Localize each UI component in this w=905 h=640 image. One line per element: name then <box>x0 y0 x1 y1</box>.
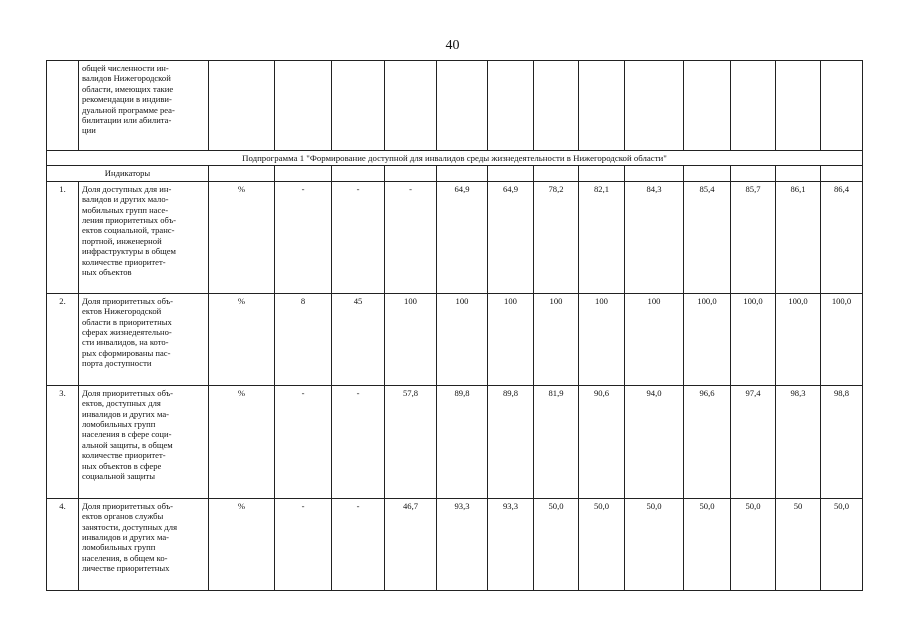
text-line: ломобильных групп <box>82 419 156 430</box>
indicator-row <box>47 293 863 385</box>
empty-cell <box>275 166 332 181</box>
text-line: личестве приоритетных <box>82 563 170 574</box>
text-line: рых сформированы пас- <box>82 347 171 358</box>
indicators-label: Индикаторы <box>47 166 209 181</box>
text-line: ления приоритетных объ- <box>82 215 176 226</box>
text-line: сти инвалидов, на кото- <box>82 337 169 348</box>
value-cell: 85,4 <box>684 181 731 293</box>
value-cell: 100 <box>488 293 534 385</box>
text-line: инвалидов и других ма- <box>82 532 170 543</box>
empty-cell <box>625 166 684 181</box>
value-cell: 81,9 <box>534 385 579 498</box>
value-cell: 100 <box>534 293 579 385</box>
text-line: ных объектов в сфере <box>82 460 162 471</box>
text-line: ектов Нижегородской <box>82 306 162 317</box>
text-line: количестве приоритет- <box>82 256 166 267</box>
page-number: 40 <box>445 38 460 53</box>
value-cell: 98,3 <box>776 385 821 498</box>
subprogram-title: Подпрограмма 1 "Формирование доступной для инвалидов среды жизнедеятельности в Нижегородской области" <box>47 151 863 166</box>
value-cell: 57,8 <box>385 385 437 498</box>
value-cell: 90,6 <box>579 385 625 498</box>
text-line: ектов органов службы <box>82 511 164 522</box>
empty-cell <box>534 61 579 151</box>
text-line: общей численности ин- <box>82 63 169 73</box>
value-cell: 45 <box>332 293 385 385</box>
value-cell: 50,0 <box>534 498 579 590</box>
value-cell: 100 <box>437 293 488 385</box>
text-line: инвалидов и других ма- <box>82 408 170 419</box>
indicator-row <box>47 181 863 293</box>
value-cell: 100 <box>625 293 684 385</box>
empty-cell <box>385 61 437 151</box>
value-cell: 64,9 <box>437 181 488 293</box>
value-cell: 97,4 <box>731 385 776 498</box>
empty-cell <box>488 166 534 181</box>
row-number: 1. <box>47 181 79 293</box>
text-line: Доля доступных для ин- <box>82 183 172 194</box>
unit-cell: % <box>209 293 275 385</box>
value-cell: 85,7 <box>731 181 776 293</box>
row-number: 4. <box>47 498 79 590</box>
row-number: 3. <box>47 385 79 498</box>
value-cell: 86,1 <box>776 181 821 293</box>
empty-cell <box>332 166 385 181</box>
value-cell: - <box>275 181 332 293</box>
indicator-row <box>47 498 863 590</box>
empty-cell <box>534 166 579 181</box>
empty-cell <box>579 61 625 151</box>
indicator-row <box>47 385 863 498</box>
empty-cell <box>684 61 731 151</box>
text-line: ектов социальной, транс- <box>82 225 175 236</box>
value-cell: 96,6 <box>684 385 731 498</box>
text-line: сферах жизнедеятельно- <box>82 327 172 338</box>
text-line: социальной защиты <box>82 471 156 482</box>
value-cell: 50,0 <box>731 498 776 590</box>
empty-cell <box>821 61 863 151</box>
text-line: области, имеющих такие <box>82 83 174 94</box>
text-line: Доля приоритетных объ- <box>82 500 174 511</box>
empty-cell <box>625 61 684 151</box>
text-line: порта доступности <box>82 358 152 369</box>
text-line: области в приоритетных <box>82 316 172 327</box>
empty-cell <box>385 166 437 181</box>
value-cell: 93,3 <box>437 498 488 590</box>
continuation-num-cell <box>47 61 79 151</box>
value-cell: 50 <box>776 498 821 590</box>
text-line: альной защиты, в общем <box>82 439 173 450</box>
value-cell: - <box>332 181 385 293</box>
text-line: Доля приоритетных объ- <box>82 295 174 306</box>
value-cell: 100,0 <box>776 293 821 385</box>
unit-cell: % <box>209 498 275 590</box>
value-cell: 93,3 <box>488 498 534 590</box>
empty-cell <box>437 166 488 181</box>
value-cell: 100,0 <box>684 293 731 385</box>
value-cell: - <box>332 385 385 498</box>
text-line: ектов, доступных для <box>82 398 161 409</box>
value-cell: 100 <box>579 293 625 385</box>
text-line: населения, в общем ко- <box>82 552 168 563</box>
text-line: инфраструктуры в общем <box>82 246 176 257</box>
continuation-text <box>79 61 209 151</box>
value-cell: 50,0 <box>625 498 684 590</box>
continuation-row <box>47 61 863 151</box>
indicators-table <box>46 60 863 591</box>
indicator-name <box>79 385 209 498</box>
value-cell: - <box>275 498 332 590</box>
value-cell: 50,0 <box>821 498 863 590</box>
value-cell: 89,8 <box>488 385 534 498</box>
indicator-name <box>79 498 209 590</box>
value-cell: 94,0 <box>625 385 684 498</box>
value-cell: 89,8 <box>437 385 488 498</box>
text-line: Доля приоритетных объ- <box>82 387 174 398</box>
value-cell: 84,3 <box>625 181 684 293</box>
text-line: валидов Нижегородской <box>82 73 171 84</box>
value-cell: - <box>385 181 437 293</box>
value-cell: 100 <box>385 293 437 385</box>
text-line: ции <box>82 125 96 136</box>
indicator-name <box>79 181 209 293</box>
value-cell: 8 <box>275 293 332 385</box>
indicators-header-row <box>47 166 863 181</box>
value-cell: 100,0 <box>821 293 863 385</box>
text-line: портной, инженерной <box>82 235 162 246</box>
empty-cell <box>437 61 488 151</box>
text-line: занятости, доступных для <box>82 521 178 532</box>
empty-cell <box>488 61 534 151</box>
value-cell: 46,7 <box>385 498 437 590</box>
text-line: билитации или абилита- <box>82 115 172 126</box>
empty-cell <box>684 166 731 181</box>
value-cell: 98,8 <box>821 385 863 498</box>
value-cell: 64,9 <box>488 181 534 293</box>
empty-cell <box>209 61 275 151</box>
empty-cell <box>275 61 332 151</box>
unit-cell: % <box>209 181 275 293</box>
empty-cell <box>821 166 863 181</box>
indicator-name <box>79 293 209 385</box>
text-line: ных объектов <box>82 267 132 278</box>
value-cell: 50,0 <box>579 498 625 590</box>
text-line: ломобильных групп <box>82 542 156 553</box>
empty-cell <box>209 166 275 181</box>
empty-cell <box>776 166 821 181</box>
text-line: рекомендации в индиви- <box>82 94 172 105</box>
empty-cell <box>731 166 776 181</box>
empty-cell <box>731 61 776 151</box>
value-cell: 86,4 <box>821 181 863 293</box>
value-cell: 50,0 <box>684 498 731 590</box>
empty-cell <box>579 166 625 181</box>
subprogram-row <box>47 151 863 166</box>
empty-cell <box>332 61 385 151</box>
text-line: населения в сфере соци- <box>82 429 172 440</box>
value-cell: - <box>275 385 332 498</box>
text-line: количестве приоритет- <box>82 450 166 461</box>
text-line: мобильных групп насе- <box>82 204 169 215</box>
row-number: 2. <box>47 293 79 385</box>
value-cell: 82,1 <box>579 181 625 293</box>
value-cell: 100,0 <box>731 293 776 385</box>
unit-cell: % <box>209 385 275 498</box>
value-cell: 78,2 <box>534 181 579 293</box>
value-cell: - <box>332 498 385 590</box>
text-line: дуальной программе реа- <box>82 104 175 115</box>
text-line: валидов и других мало- <box>82 194 169 205</box>
empty-cell <box>776 61 821 151</box>
